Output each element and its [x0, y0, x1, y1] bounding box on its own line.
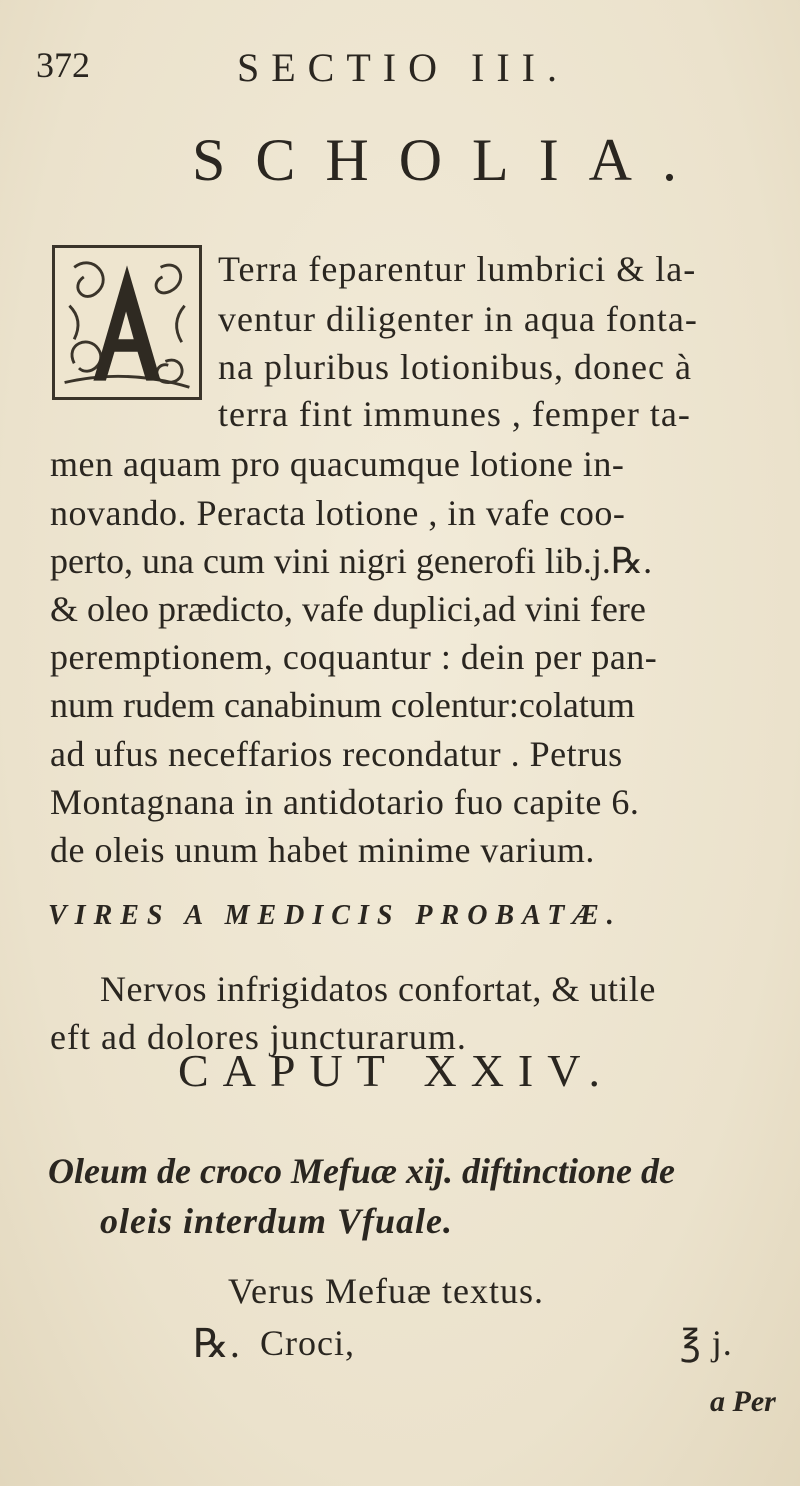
text-line: peremptionem, coquantur : dein per pan- — [50, 637, 658, 677]
text-line: Terra feparentur lumbrici & la- — [218, 249, 697, 289]
section-heading: SCHOLIA. — [192, 127, 708, 193]
text-line: men aquam pro quacumque lotione in- — [50, 444, 625, 484]
text-line: Montagnana in antidotario fuo capite 6. — [50, 782, 640, 822]
text-line: perto, una cum vini nigri generofi lib.j.℞. — [50, 541, 653, 581]
decorated-initial — [52, 245, 202, 400]
text-line: de oleis unum habet minime varium. — [50, 830, 595, 870]
text-line: terra fint immunes , femper ta- — [218, 394, 691, 434]
text-line: num rudem canabinum colentur:colatum — [50, 685, 635, 725]
text-line: novando. Peracta lotione , in vafe coo- — [50, 493, 626, 533]
ornament-icon — [55, 248, 199, 397]
recipe-symbol: ℞. — [193, 1321, 241, 1366]
page-number: 372 — [36, 45, 90, 85]
text-heading: Verus Mefuæ textus. — [228, 1271, 544, 1311]
text-line: ad ufus neceffarios recondatur . Petrus — [50, 734, 623, 774]
chapter-title-line: oleis interdum Vfuale. — [100, 1201, 454, 1241]
text-line: eft ad dolores juncturarum. — [50, 1017, 467, 1057]
catchword: a Per — [710, 1385, 776, 1418]
text-line: Nervos infrigidatos confortat, & utile — [100, 969, 656, 1009]
chapter-heading: CAPUT XXIV. — [178, 1045, 615, 1096]
text-line: na pluribus lotionibus, donec à — [218, 347, 692, 387]
text-line: & oleo prædicto, vafe duplici,ad vini fere — [50, 589, 646, 629]
text-line: ventur diligenter in aqua fonta- — [218, 299, 698, 339]
running-title: SECTIO III. — [237, 45, 569, 90]
chapter-title-line: Oleum de croco Mefuæ xij. diftinctione de — [48, 1151, 675, 1191]
recipe-ingredient: Croci, — [260, 1323, 355, 1363]
initial-letter: A — [126, 392, 128, 394]
subheading: VIRES A MEDICIS PROBATÆ. — [48, 900, 622, 931]
recipe-quantity: ℥ j. — [680, 1323, 733, 1363]
